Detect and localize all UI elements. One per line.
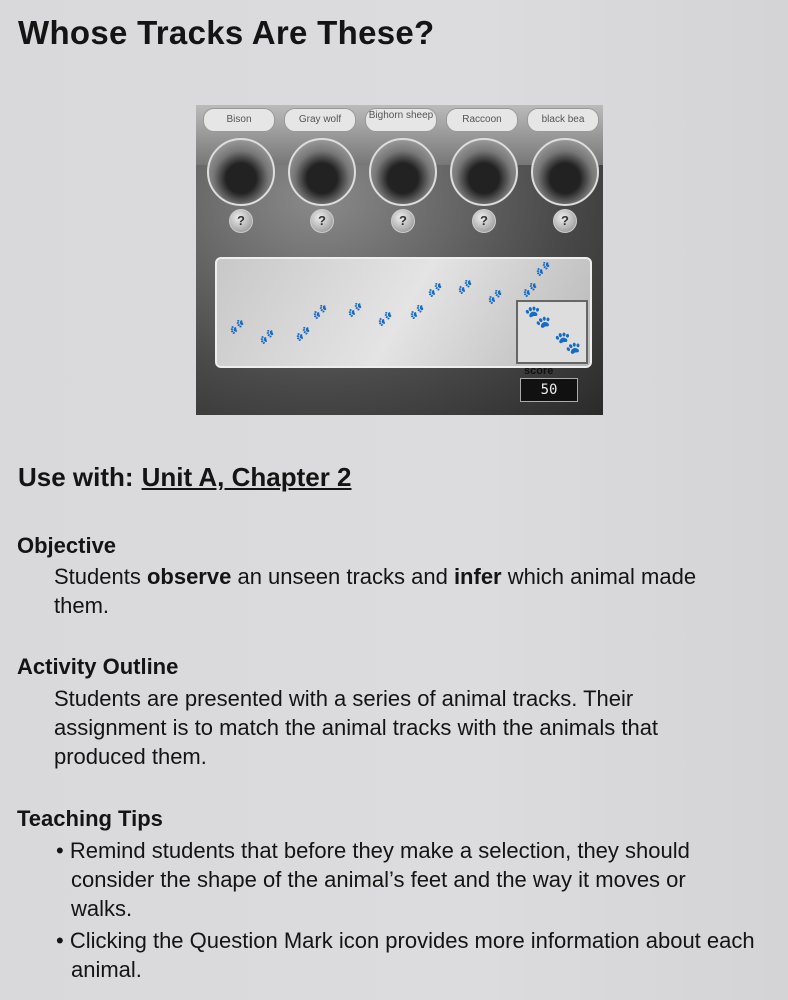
question-mark-icon[interactable]: ?	[553, 209, 577, 233]
use-with	[18, 462, 352, 493]
teaching-tips-heading: Teaching Tips	[17, 806, 163, 831]
tip-item: • Clicking the Question Mark icon provides more information about each animal.	[56, 928, 755, 982]
track-print-icon: 🐾	[457, 278, 473, 296]
score-label: score	[524, 365, 554, 377]
page-title: Whose Tracks Are These?	[18, 14, 435, 51]
paw-print-icon: 🐾	[524, 304, 552, 329]
track-print-icon: 🐾	[522, 281, 538, 299]
tip-item: • Remind students that before they make a selection, they should consider the shape of the animal’s feet and the way it moves or walks.	[56, 838, 690, 921]
text: Students	[54, 564, 147, 589]
track-print-icon: 🐾	[487, 288, 503, 306]
animal-photo[interactable]	[531, 138, 599, 206]
question-mark-icon[interactable]: ?	[472, 209, 496, 233]
game-screenshot	[196, 105, 603, 415]
animal-name-label[interactable]: Raccoon	[446, 108, 518, 132]
objective-text	[54, 562, 744, 620]
track-print-icon: 🐾	[229, 318, 245, 336]
bold-infer: infer	[453, 564, 502, 589]
bold-observe: observe	[146, 564, 232, 589]
track-print-icon: 🐾	[259, 328, 275, 346]
track-print-icon: 🐾	[295, 325, 311, 343]
text: which animal made them.	[54, 564, 697, 618]
question-mark-icon[interactable]: ?	[310, 209, 334, 233]
chapter-link[interactable]: Unit A, Chapter 2	[141, 462, 352, 492]
track-print-icon: 🐾	[535, 260, 551, 278]
activity-outline-text: Students are presented with a series of animal tracks. Their assignment is to match the animal tracks with the animals that produced them.	[54, 686, 659, 769]
question-mark-icon[interactable]: ?	[229, 209, 253, 233]
animal-name-label[interactable]: Gray wolf	[284, 108, 356, 132]
track-print-icon: 🐾	[377, 310, 393, 328]
animal-name-label[interactable]: Bighorn sheep	[365, 108, 437, 132]
tip-text: Remind students that before they make a selection, they should consider the shape of the animal’s feet and the way it moves or walks.	[69, 838, 690, 921]
track-print-icon: 🐾	[312, 303, 328, 321]
animal-name-label[interactable]: Bison	[203, 108, 275, 132]
paw-print-box	[516, 300, 588, 364]
animal-name-label[interactable]: black bea	[527, 108, 599, 132]
track-print-icon: 🐾	[427, 281, 443, 299]
text: an unseen tracks and	[231, 564, 454, 589]
score-display: 50	[520, 378, 578, 402]
animal-photo[interactable]	[450, 138, 518, 206]
objective-heading: Objective	[17, 533, 117, 558]
activity-outline-heading: Activity Outline	[17, 654, 179, 679]
animal-photo[interactable]	[207, 138, 275, 206]
animal-photo[interactable]	[369, 138, 437, 206]
question-mark-icon[interactable]: ?	[391, 209, 415, 233]
use-with-prefix: Use with:	[18, 462, 134, 492]
paw-print-icon: 🐾	[554, 330, 582, 355]
tip-text: Clicking the Question Mark icon provides more information about each animal.	[69, 928, 755, 982]
track-print-icon: 🐾	[347, 301, 363, 319]
animal-photo[interactable]	[288, 138, 356, 206]
track-print-icon: 🐾	[409, 303, 425, 321]
